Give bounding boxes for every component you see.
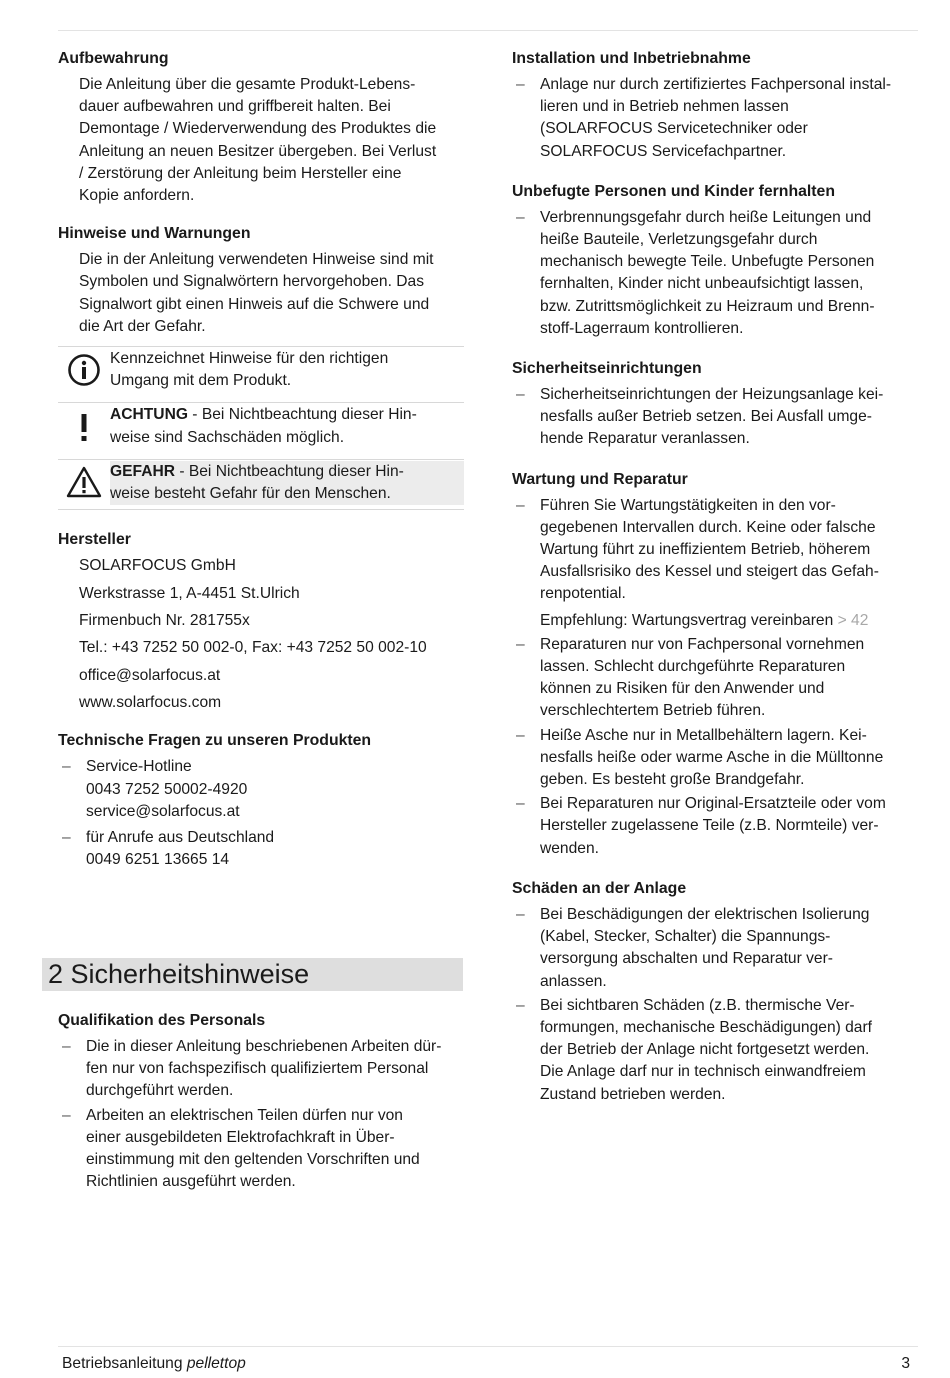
text-line: anlassen. xyxy=(540,972,607,990)
notice-text xyxy=(110,404,464,448)
section-heading: Sicherheitseinrichtungen xyxy=(512,360,702,378)
section-body xyxy=(58,249,464,338)
list-item: – Heiße Asche nur in Metallbehältern lagern. Kei- nesfalls heiße oder warme Asche in die Mülltonne geben. Es besteht große Brandgefahr. xyxy=(512,725,920,792)
section-heading: Unbefugte Personen und Kinder fernhalten xyxy=(512,182,835,200)
signal-word: GEFAHR xyxy=(110,462,175,480)
text-line: Umgang mit dem Produkt. xyxy=(110,372,292,390)
text-line: Führen Sie Wartungstätigkeiten in den vor- xyxy=(540,496,836,514)
text-line: Anlage nur durch zertifiziertes Fachpersonal instal- xyxy=(540,76,892,93)
text-line: versorgung abschalten und Reparatur ver- xyxy=(540,950,833,968)
section-heading: Wartung und Reparatur xyxy=(512,470,688,488)
text-line: Wartung führt zu ineffizientem Betrieb, höherem xyxy=(540,541,871,559)
section-heading: Installation und Inbetriebnahme xyxy=(512,50,751,67)
list-item: – Führen Sie Wartungstätigkeiten in den vor- gegebenen Intervallen durch. Keine oder falsche Wartung führt zu ineffizientem Betrieb, höherem Ausfallsrisiko des Kessel und steigert das Gefah- renpotential. Empfehlung: Wartungsvertrag vereinbaren > 42 xyxy=(512,495,920,632)
section-hersteller xyxy=(58,529,464,714)
text-line: weise sind Sachschäden möglich. xyxy=(110,428,345,446)
text-line: hende Reparatur veranlassen. xyxy=(540,430,750,448)
warning-triangle-icon xyxy=(58,461,110,498)
section-qualifikation xyxy=(58,1010,470,1195)
section-heading: Schäden an der Anlage xyxy=(512,879,687,897)
text-line: geben. Es besteht große Brandgefahr. xyxy=(540,771,805,789)
page-reference-link[interactable]: > 42 xyxy=(837,611,869,629)
notice-gefahr xyxy=(58,459,464,510)
info-icon xyxy=(58,348,110,387)
text-line: einstimmung mit den geltenden Vorschriften und xyxy=(86,1151,420,1169)
text-line: SOLARFOCUS Servicefachpartner. xyxy=(540,142,787,160)
section-heading: Qualifikation des Personals xyxy=(58,1012,266,1029)
text-line: (SOLARFOCUS Servicetechniker oder xyxy=(540,120,808,138)
text-line: Reparaturen nur von Fachpersonal vornehmen xyxy=(540,635,865,653)
text-line: ACHTUNG - Bei Nichtbeachtung dieser Hin- xyxy=(110,406,417,424)
text-line: / Zerstörung der Anleitung beim Hersteller eine xyxy=(79,164,402,182)
text-line: Bei Beschädigungen der elektrischen Isolierung xyxy=(540,905,870,923)
list-item: – Service-Hotline 0043 7252 50002-4920 service@solarfocus.at xyxy=(58,756,464,823)
text-line: Bei Reparaturen nur Original-Ersatzteile oder vom xyxy=(540,795,886,813)
right-column xyxy=(512,48,920,1122)
text-line: Signalwort gibt einen Hinweis auf die Schwere und xyxy=(79,295,430,313)
text-line: 0043 7252 50002-4920 xyxy=(86,780,248,798)
text-line: stoff-Lagerraum kontrollieren. xyxy=(540,319,744,337)
text-line: Heiße Asche nur in Metallbehältern lagern. Kei- xyxy=(540,726,867,744)
text-line: lieren und in Betrieb nehmen lassen xyxy=(540,98,789,116)
text-line: Service-Hotline xyxy=(86,758,192,776)
page-number: 3 xyxy=(901,1355,910,1372)
section-schaeden xyxy=(512,878,920,1106)
section-body xyxy=(58,74,464,207)
text-line: Demontage / Wiederverwendung des Produktes die xyxy=(79,120,437,138)
text-line: renpotential. xyxy=(540,585,626,603)
exclamation-icon xyxy=(58,404,110,443)
text-line: Ausfallsrisiko des Kessel und steigert das Gefah- xyxy=(540,563,879,581)
text-line: wenden. xyxy=(540,839,599,857)
signal-word: ACHTUNG xyxy=(110,406,188,424)
email-link[interactable]: office@solarfocus.at xyxy=(79,666,221,684)
dash-list xyxy=(512,495,920,860)
text-line: Die in der Anleitung verwendeten Hinweise sind mit xyxy=(79,251,434,269)
company-name: SOLARFOCUS GmbH xyxy=(79,557,236,575)
section-hinweise xyxy=(58,223,464,510)
section-unbefugte xyxy=(512,181,920,340)
phone-fax: Tel.: +43 7252 50 002-0, Fax: +43 7252 50 002-10 xyxy=(79,639,427,657)
notice-achtung xyxy=(58,402,464,452)
dash-list xyxy=(512,904,920,1106)
list-item: – Reparaturen nur von Fachpersonal vornehmen lassen. Schlecht durchgeführte Reparaturen können zu Risiken für den Anwender und verschlechtertem Betrieb führen. xyxy=(512,634,920,723)
text-line: durchgeführt werden. xyxy=(86,1082,234,1100)
section-aufbewahrung xyxy=(58,48,464,207)
manufacturer-contact xyxy=(58,555,464,714)
recommendation: Empfehlung: Wartungsvertrag vereinbaren > 42 xyxy=(540,611,869,629)
text-line: Kennzeichnet Hinweise für den richtigen xyxy=(110,350,389,368)
list-item: – Arbeiten an elektrischen Teilen dürfen nur von einer ausgebildeten Elektrofachkraft in Über- einstimmung mit den geltenden Vorschriften und Richtlinien ausgeführt werden. xyxy=(58,1105,470,1194)
dash-list xyxy=(512,74,920,163)
website-link[interactable]: www.solarfocus.com xyxy=(79,694,222,712)
text-line: fernhalten, Kinder nicht unbeaufsichtigt lassen, xyxy=(540,275,864,293)
dash-list xyxy=(58,756,464,871)
text-line: Zustand betrieben werden. xyxy=(540,1085,726,1103)
chapter-title: 2 Sicherheitshinweise xyxy=(42,958,463,991)
list-item: – Bei Reparaturen nur Original-Ersatzteile oder vom Hersteller zugelassene Teile (z.B. Normteile) ver- wenden. xyxy=(512,793,920,860)
text-line: Die in dieser Anleitung beschriebenen Arbeiten dür- xyxy=(86,1038,442,1055)
section-sicherheitseinrichtungen xyxy=(512,358,920,451)
text-line: Sicherheitseinrichtungen der Heizungsanlage kei- xyxy=(540,386,884,404)
list-item: – Bei Beschädigungen der elektrischen Isolierung (Kabel, Stecker, Schalter) die Spannungs- versorgung abschalten und Reparatur ver- anlassen. xyxy=(512,904,920,993)
list-item: – Bei sichtbaren Schäden (z.B. thermische Ver- formungen, mechanische Beschädigungen) darf der Betrieb der Anlage nicht fortgesetzt werden. Die Anlage darf nur in technisch einwandfreiem Zustand betrieben werden. xyxy=(512,995,920,1106)
notice-info xyxy=(58,346,464,396)
text-line: nesfalls außer Betrieb setzen. Bei Ausfall umge- xyxy=(540,408,872,426)
footer-document-title: Betriebsanleitung pellettop xyxy=(62,1355,246,1372)
text-line: 0049 6251 13665 14 xyxy=(86,851,230,869)
list-item: – Anlage nur durch zertifiziertes Fachpersonal instal- lieren und in Betrieb nehmen lassen (SOLARFOCUS Servicetechniker oder SOLARFOCUS Servicefachpartner. xyxy=(512,74,920,163)
list-item: – Sicherheitseinrichtungen der Heizungsanlage kei- nesfalls außer Betrieb setzen. Bei Ausfall umge- hende Reparatur veranlassen. xyxy=(512,384,920,451)
section-technische-fragen xyxy=(58,730,464,871)
text-line: Richtlinien ausgeführt werden. xyxy=(86,1173,296,1191)
text-line: können zu Risiken für den Anwender und xyxy=(540,680,825,698)
notice-text xyxy=(110,461,464,505)
text-line: die Art der Gefahr. xyxy=(79,317,206,335)
text-line: bzw. Zutrittsmöglichkeit zu Heizraum und Brenn- xyxy=(540,297,875,315)
text-line: gegebenen Intervallen durch. Keine oder falsche xyxy=(540,518,876,536)
section-heading: Hersteller xyxy=(58,531,131,549)
dash-list xyxy=(512,207,920,340)
dash-list xyxy=(512,384,920,451)
text-line: formungen, mechanische Beschädigungen) darf xyxy=(540,1018,873,1036)
text-line: Bei sichtbaren Schäden (z.B. thermische Ver- xyxy=(540,996,855,1014)
list-item: – Verbrennungsgefahr durch heiße Leitungen und heiße Bauteile, Verletzungsgefahr durch mechanisch bewegte Teile. Unbefugte Personen fernhalten, Kinder nicht unbeaufsichtigt lassen, bzw. Zutrittsmöglichkeit zu Heizraum und Brenn- stoff-Lagerraum kontrollieren. xyxy=(512,207,920,340)
text-line: fen nur von fachspezifisch qualifiziertem Personal xyxy=(86,1060,429,1078)
list-item: – Die in dieser Anleitung beschriebenen Arbeiten dür- fen nur von fachspezifisch qualifiziertem Personal durchgeführt werden. xyxy=(58,1036,470,1103)
text-line: Symbolen und Signalwörtern hervorgehoben. Das xyxy=(79,273,425,291)
dash-list xyxy=(58,1036,470,1193)
text-line: Die Anleitung über die gesamte Produkt-Lebens- xyxy=(79,76,416,93)
text-line: lassen. Schlecht durchgeführte Reparaturen xyxy=(540,658,846,676)
footer-rule xyxy=(58,1346,918,1347)
text-line: Verbrennungsgefahr durch heiße Leitungen und xyxy=(540,208,872,226)
register-number: Firmenbuch Nr. 281755x xyxy=(79,612,250,630)
text-line: Arbeiten an elektrischen Teilen dürfen nur von xyxy=(86,1106,403,1124)
text-line: mechanisch bewegte Teile. Unbefugte Personen xyxy=(540,253,875,271)
text-line: Hersteller zugelassene Teile (z.B. Normteile) ver- xyxy=(540,817,879,835)
text-line: für Anrufe aus Deutschland xyxy=(86,829,275,847)
text-line: Die Anlage darf nur in technisch einwandfreiem xyxy=(540,1063,866,1081)
text-line: nesfalls heiße oder warme Asche in die Mülltonne xyxy=(540,748,884,766)
text-line: verschlechtertem Betrieb führen. xyxy=(540,702,766,720)
section-heading: Aufbewahrung xyxy=(58,50,169,67)
notice-text xyxy=(110,348,464,392)
text-line: einer ausgebildeten Elektrofachkraft in Über- xyxy=(86,1128,395,1146)
section-heading: Technische Fragen zu unseren Produkten xyxy=(58,732,372,750)
header-rule xyxy=(58,30,918,31)
text-line: GEFAHR - Bei Nichtbeachtung dieser Hin- xyxy=(110,462,404,480)
text-line: der Betrieb der Anlage nicht fortgesetzt werden. xyxy=(540,1041,870,1059)
service-email-link[interactable]: service@solarfocus.at xyxy=(86,802,240,820)
section-wartung xyxy=(512,469,920,860)
list-item: – für Anrufe aus Deutschland 0049 6251 13665 14 xyxy=(58,827,464,871)
product-name: pellettop xyxy=(186,1355,246,1372)
address: Werkstrasse 1, A-4451 St.Ulrich xyxy=(79,584,300,602)
text-line: Kopie anfordern. xyxy=(79,187,195,205)
text-line: heiße Bauteile, Verletzungsgefahr durch xyxy=(540,231,818,249)
section-heading: Hinweise und Warnungen xyxy=(58,225,251,243)
text-line: (Kabel, Stecker, Schalter) die Spannungs- xyxy=(540,928,831,946)
left-column xyxy=(58,48,464,887)
section-installation xyxy=(512,48,920,163)
text-line: Anleitung an neuen Besitzer übergeben. Bei Verlust xyxy=(79,142,437,160)
text-line: weise besteht Gefahr für den Menschen. xyxy=(110,485,391,503)
text-line: dauer aufbewahren und griffbereit halten. Bei xyxy=(79,98,391,116)
